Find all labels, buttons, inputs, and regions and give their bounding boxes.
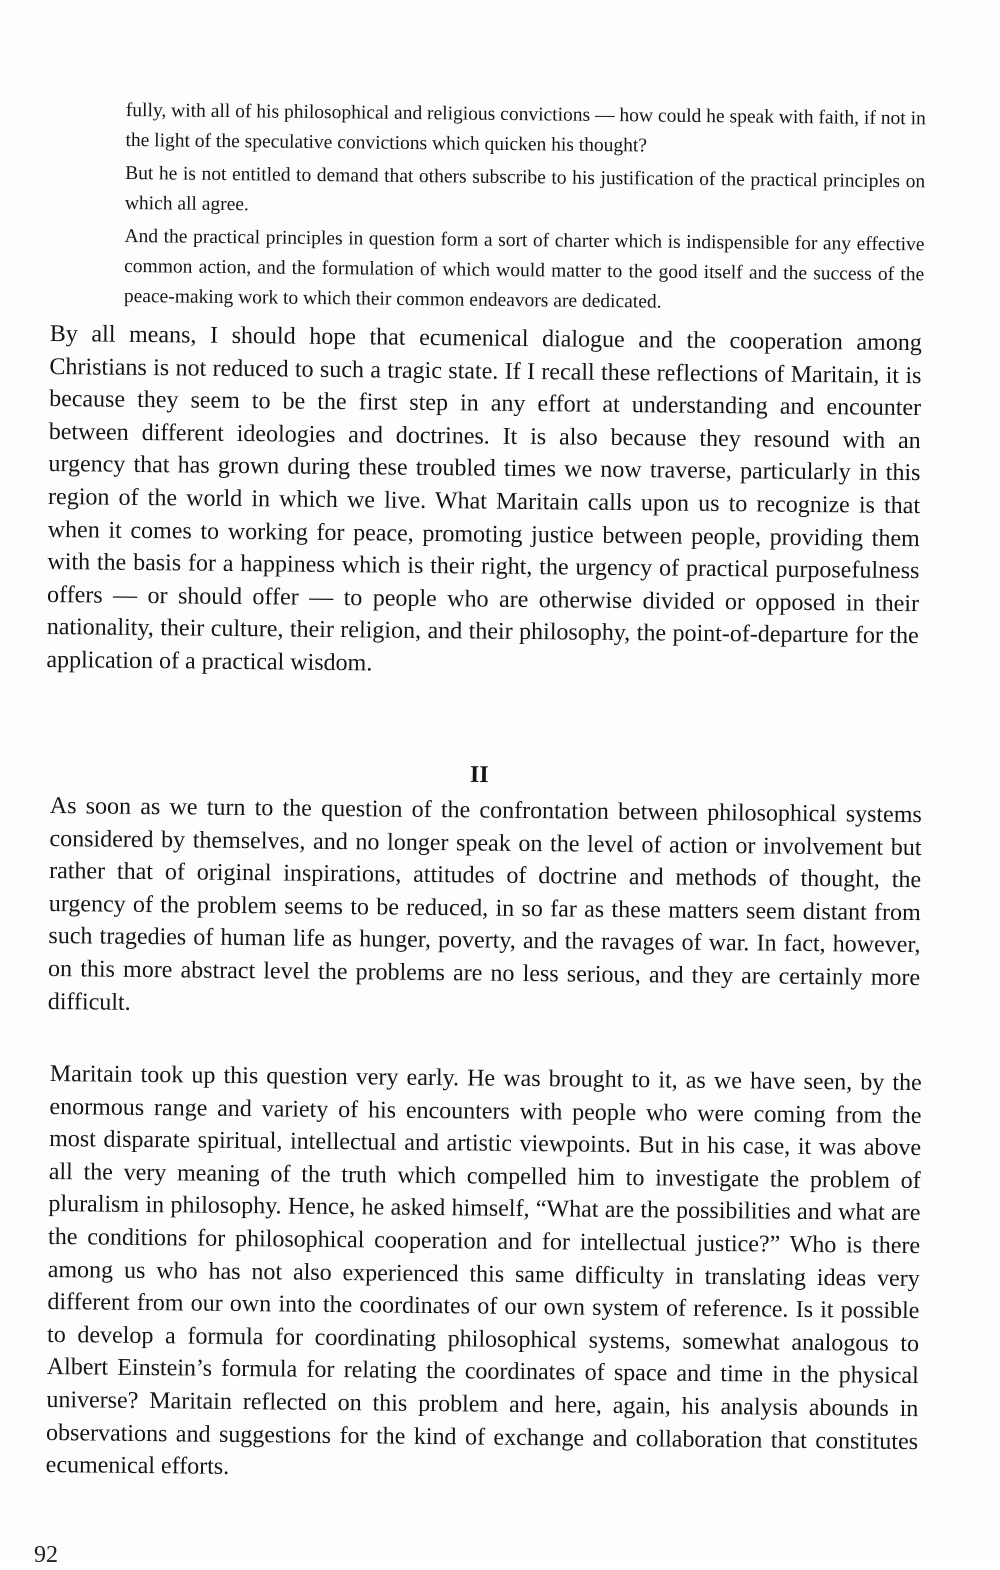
- body-section-2: [48, 790, 922, 1027]
- page-number: 92: [34, 1542, 58, 1568]
- body-paragraph: As soon as we turn to the question of the confrontation between philosophical systems considered by themselves, and no longer speak on the level of action or involvement but rather that of original inspirations, attitudes of doctrine and methods of thought, the urgency of the problem seems to be reduced, in so far as these matters seem distant from such tragedies of human life as hunger, poverty, and the ravages of war. In fact, however, on this more abstract level the problems are no less serious, and they are certainly more difficult.: [47, 792, 922, 1016]
- body-paragraph: By all means, I should hope that ecumenical dialogue and the cooperation among Christians is not reduced to such a tragic state. If I recall these reflections of Maritain, it is because they seem to be the first step in any effort at understanding and encounter between different ideologies and doctrines. It is also because they resound with an urgency that has grown during these troubled times we now traverse, particularly in this region of the world in which we live. What Maritain calls upon us to recognize is that when it comes to working for peace, promoting justice between people, providing them with the basis for a happiness which is their right, the urgency of practical purposefulness offers — or should offer — to people who are otherwise divided or opposed in their nationality, their culture, their religion, and their philosophy, the point-of-departure for the application of a practical wisdom.: [46, 320, 922, 677]
- body-paragraph: Maritain took up this question very early. He was brought to it, as we have seen, by the enormous range and variety of his encounters with people who were coming from the most disparate spiritual, intellectual and artistic viewpoints. But in his case, it was above all the very meaning of the truth which compelled him to investigate the problem of pluralism in philosophy. Hence, he asked himself, “What are the possibilities and what are the conditions for philosophical cooperation and for intellectual justice?” Who is there among us who has not also experienced this same difficulty in translating ideas very different from our own into the coordinates of our own system of reference. Is it possible to develop a formula for coordinating philosophical systems, somewhat analogous to Albert Einstein’s formula for relating the coordinates of space and time in the physical universe? Maritain reflected on this problem and here, again, his analysis abounds in observations and suggestions for the kind of exchange and collaboration that constitutes ecumenical efforts.: [45, 1060, 922, 1481]
- body-section-3: [46, 1058, 922, 1491]
- quote-paragraph: And the practical principles in question form a sort of charter which is indispensible for any effective common action, and the formulation of which would matter to the good itself and the success of the peace-making work to which their common endeavors are dedicated.: [123, 225, 925, 313]
- quote-paragraph: fully, with all of his philosophical and religious convictions — how could he speak with faith, if not in the light of the speculative convictions which quicken his thought?: [125, 99, 926, 157]
- section-heading: II: [469, 761, 489, 789]
- block-quote: [124, 96, 926, 323]
- body-section-1: [46, 318, 922, 686]
- quote-paragraph: But he is not entitled to demand that others subscribe to his justification of the practical principles on which all agree.: [124, 162, 926, 216]
